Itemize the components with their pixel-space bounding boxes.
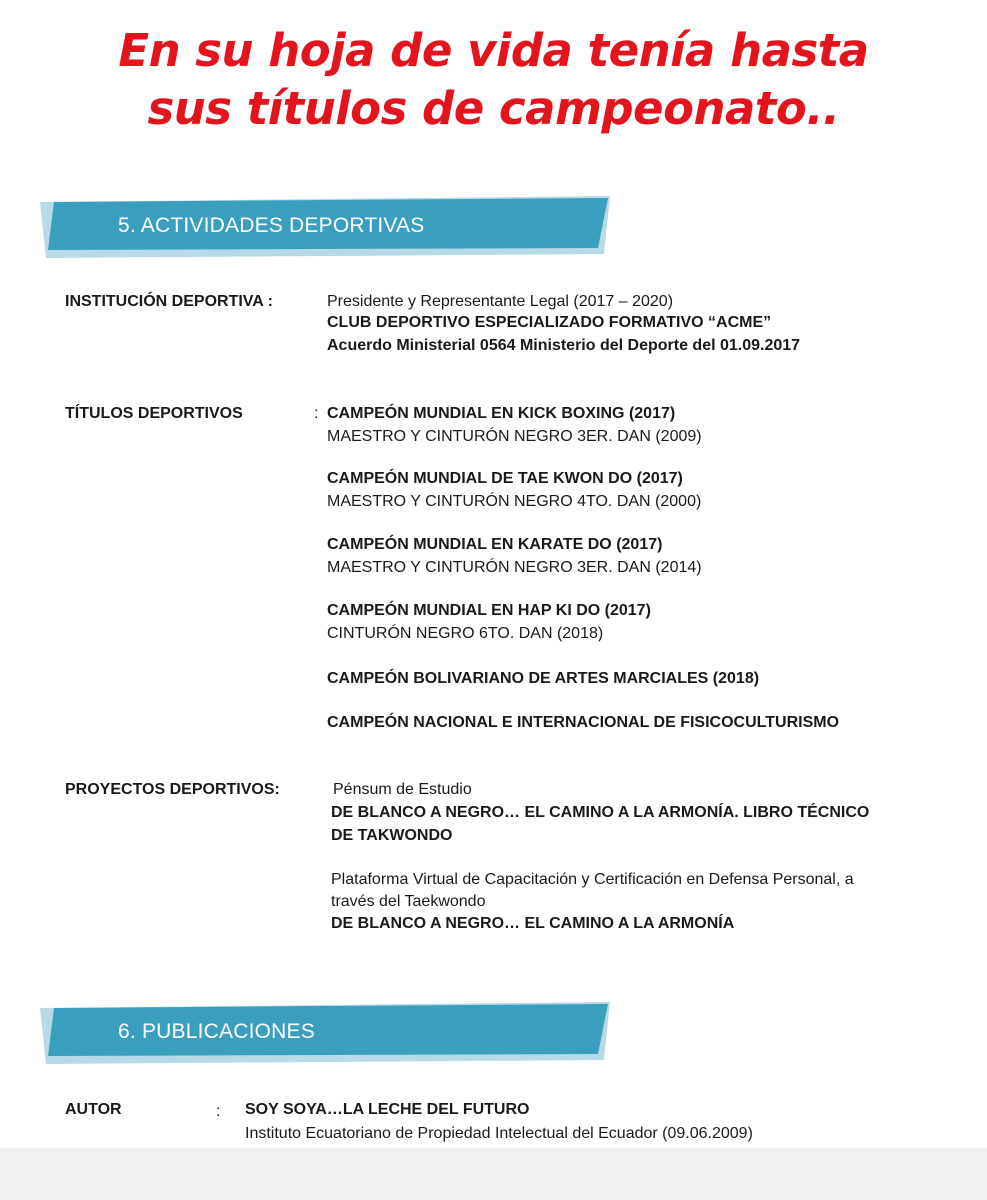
section-6-title: 6. PUBLICACIONES — [118, 1020, 315, 1043]
headline — [0, 22, 987, 138]
titulo-4-sub: CINTURÓN NEGRO 6TO. DAN (2018) — [327, 625, 604, 642]
titulo-4-title: CAMPEÓN MUNDIAL EN HAP KI DO (2017) — [327, 602, 651, 619]
section-6-banner — [40, 1002, 620, 1062]
autor-colon: : — [216, 1103, 221, 1120]
proyecto-2-title: DE BLANCO A NEGRO… EL CAMINO A LA ARMONÍA — [331, 915, 735, 932]
section-5-banner — [40, 196, 620, 256]
autor-title: SOY SOYA…LA LECHE DEL FUTURO — [245, 1101, 530, 1118]
autor-label: AUTOR — [65, 1101, 122, 1118]
section-5-title: 5. ACTIVIDADES DEPORTIVAS — [118, 214, 425, 237]
proyecto-2-desc-line-2: través del Taekwondo — [331, 893, 486, 910]
institucion-club: CLUB DEPORTIVO ESPECIALIZADO FORMATIVO “ACME” — [327, 314, 772, 331]
titulo-3-sub: MAESTRO Y CINTURÓN NEGRO 3ER. DAN (2014) — [327, 559, 702, 576]
autor-sub: Instituto Ecuatoriano de Propiedad Intelectual del Ecuador (09.06.2009) — [245, 1125, 753, 1142]
titulo-3-title: CAMPEÓN MUNDIAL EN KARATE DO (2017) — [327, 536, 663, 553]
proyecto-1-title-line-1: DE BLANCO A NEGRO… EL CAMINO A LA ARMONÍA. LIBRO TÉCNICO — [331, 804, 870, 821]
titulo-1-sub: MAESTRO Y CINTURÓN NEGRO 3ER. DAN (2009) — [327, 428, 702, 445]
institucion-label: INSTITUCIÓN DEPORTIVA : — [65, 293, 273, 310]
titulo-2-sub: MAESTRO Y CINTURÓN NEGRO 4TO. DAN (2000) — [327, 493, 702, 510]
titulo-1-title: CAMPEÓN MUNDIAL EN KICK BOXING (2017) — [327, 405, 676, 422]
headline-line-1: En su hoja de vida tenía hasta — [118, 24, 869, 77]
institucion-role: Presidente y Representante Legal (2017 – 2020) — [327, 293, 674, 310]
headline-line-2: sus títulos de campeonato.. — [147, 82, 840, 135]
titulo-5-title: CAMPEÓN BOLIVARIANO DE ARTES MARCIALES (2018) — [327, 670, 760, 687]
titulo-6-title: CAMPEÓN NACIONAL E INTERNACIONAL DE FISICOCULTURISMO — [327, 714, 840, 731]
titulos-colon: : — [314, 405, 319, 422]
institucion-acuerdo: Acuerdo Ministerial 0564 Ministerio del Deporte del 01.09.2017 — [327, 337, 801, 354]
titulo-2-title: CAMPEÓN MUNDIAL DE TAE KWON DO (2017) — [327, 470, 683, 487]
proyectos-label: PROYECTOS DEPORTIVOS: — [65, 781, 280, 798]
bottom-strip — [0, 1148, 987, 1200]
proyecto-1-intro: Pénsum de Estudio — [333, 781, 472, 798]
proyecto-2-desc-line-1: Plataforma Virtual de Capacitación y Certificación en Defensa Personal, a — [331, 871, 854, 888]
proyecto-1-title-line-2: DE TAKWONDO — [331, 827, 453, 844]
titulos-label: TÍTULOS DEPORTIVOS — [65, 405, 243, 422]
